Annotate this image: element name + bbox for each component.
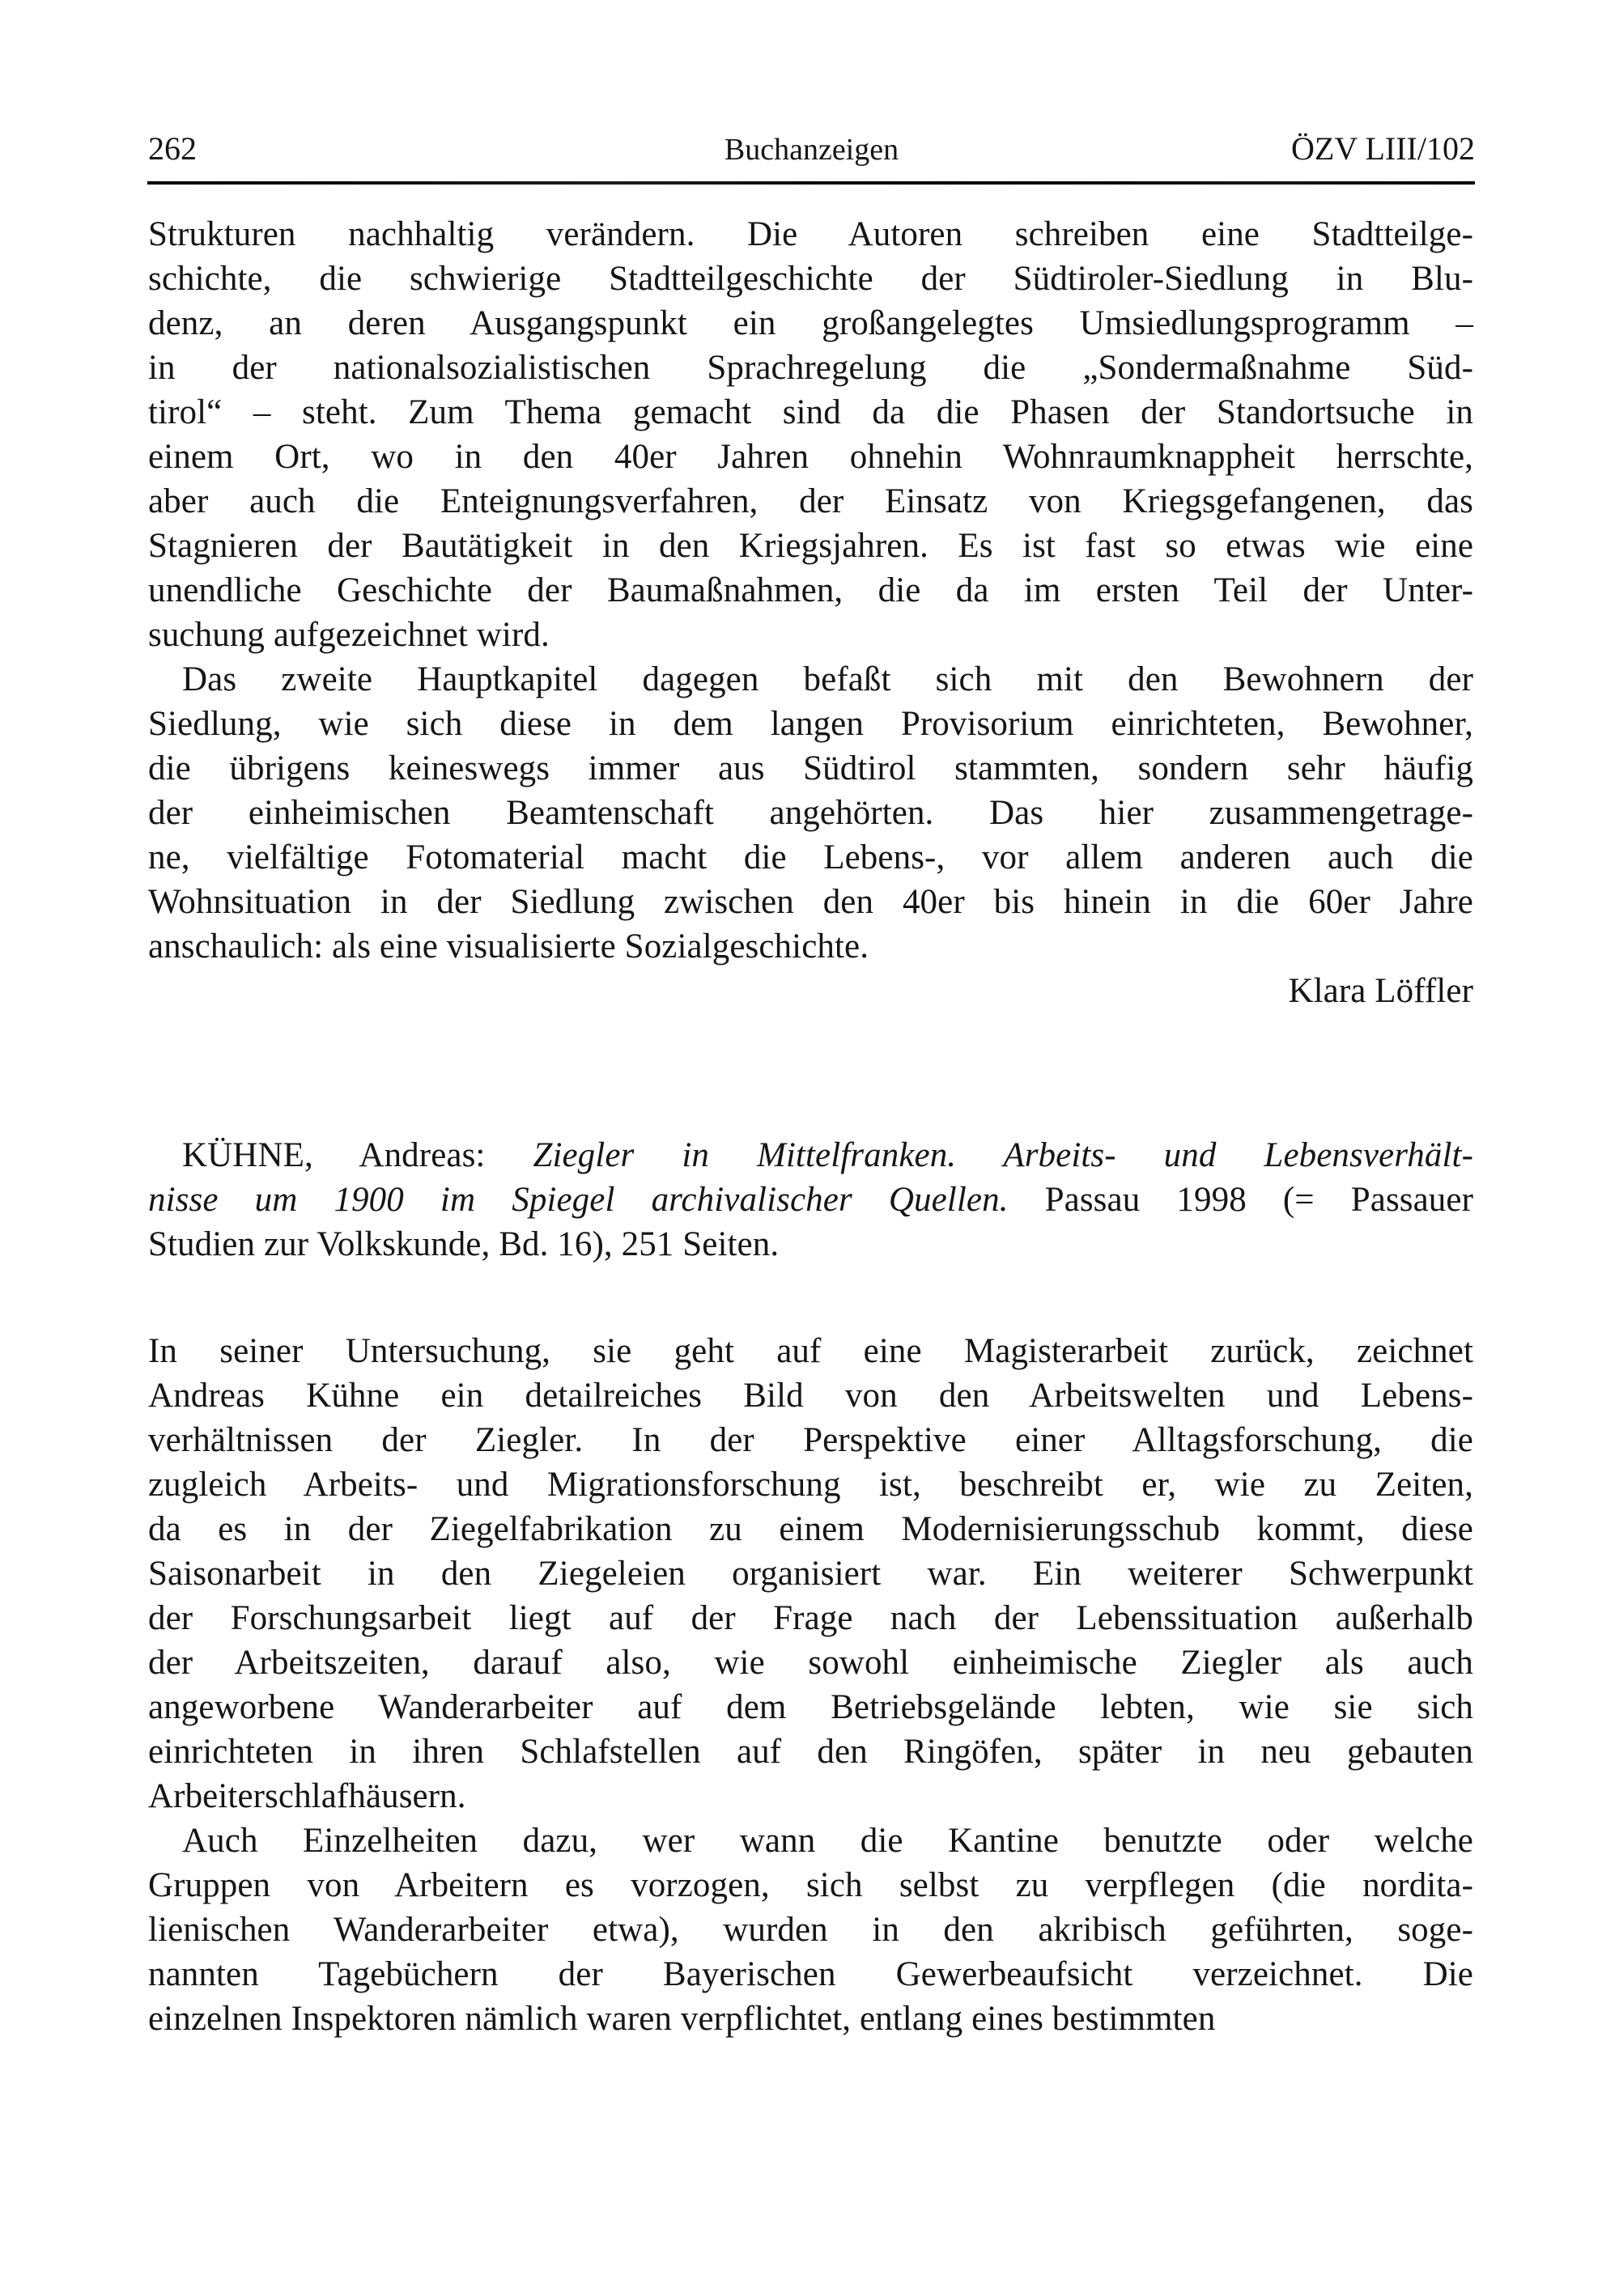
vertical-gap bbox=[148, 1267, 1473, 1329]
text-line: der Arbeitszeiten, darauf also, wie sowohl einheimische Ziegler als auch bbox=[148, 1644, 1473, 1682]
text-line: Arbeiterschlafhäusern. bbox=[148, 1777, 466, 1815]
text-segment: Studien zur Volkskunde, Bd. 16), 251 Seiten. bbox=[148, 1225, 780, 1263]
text-segment: Passau 1998 (= Passauer bbox=[1008, 1181, 1474, 1219]
text-line: aber auch die Enteignungsverfahren, der Einsatz von Kriegsgefangenen, das bbox=[148, 482, 1473, 520]
reviewer-signature: Klara Löffler bbox=[1288, 972, 1473, 1010]
page-number: 262 bbox=[148, 130, 197, 167]
page-body bbox=[148, 212, 1473, 2041]
page-header bbox=[148, 129, 1475, 169]
text-line: schichte, die schwierige Stadtteilgeschichte der Südtiroler-Siedlung in Blu- bbox=[148, 260, 1473, 298]
text-line: der einheimischen Beamtenschaft angehörten. Das hier zusammengetrage- bbox=[148, 794, 1473, 832]
text-line: Auch Einzelheiten dazu, wer wann die Kantine benutzte oder welche bbox=[182, 1822, 1473, 1860]
text-line: unendliche Geschichte der Baumaßnahmen, die da im ersten Teil der Unter- bbox=[148, 571, 1473, 609]
text-line: tirol“ – steht. Zum Thema gemacht sind da die Phasen der Standortsuche in bbox=[148, 393, 1473, 431]
vertical-gap bbox=[148, 1013, 1473, 1133]
paragraph bbox=[148, 657, 1473, 969]
text-line: denz, an deren Ausgangspunkt ein großangelegtes Umsiedlungsprogramm – bbox=[148, 304, 1473, 342]
text-line: anschaulich: als eine visualisierte Sozialgeschichte. bbox=[148, 927, 869, 966]
text-line: Stagnieren der Bautätigkeit in den Kriegsjahren. Es ist fast so etwas wie eine bbox=[148, 527, 1473, 565]
text-line: Gruppen von Arbeitern es vorzogen, sich selbst zu verpflegen (die nordita- bbox=[148, 1866, 1473, 1904]
journal-reference: ÖZV LIII/102 bbox=[1291, 130, 1475, 167]
text-line: ne, vielfältige Fotomaterial macht die Lebens-, vor allem anderen auch die bbox=[148, 838, 1473, 876]
running-title: Buchanzeigen bbox=[724, 133, 899, 167]
text-line: Wohnsituation in der Siedlung zwischen den 40er bis hinein in die 60er Jahre bbox=[148, 883, 1473, 921]
text-line: nannten Tagebüchern der Bayerischen Gewerbeaufsicht verzeichnet. Die bbox=[148, 1955, 1473, 1993]
text-line: In seiner Untersuchung, sie geht auf eine Magisterarbeit zurück, zeichnet bbox=[148, 1332, 1473, 1370]
text-line: Das zweite Hauptkapitel dagegen befaßt sich mit den Bewohnern der bbox=[182, 660, 1473, 698]
paragraph bbox=[148, 212, 1473, 657]
book-title-italic: Ziegler in Mittelfranken. Arbeits- und Lebensverhält- bbox=[533, 1136, 1473, 1174]
text-line: da es in der Ziegelfabrikation zu einem Modernisierungsschub kommt, diese bbox=[148, 1510, 1473, 1548]
header-rule bbox=[147, 181, 1475, 185]
book-title-italic: nisse um 1900 im Spiegel archivalischer Quellen. bbox=[148, 1181, 1009, 1219]
text-line: Saisonarbeit in den Ziegeleien organisiert war. Ein weiterer Schwerpunkt bbox=[148, 1555, 1473, 1593]
text-line: einrichteten in ihren Schlafstellen auf den Ringöfen, später in neu gebauten bbox=[148, 1733, 1473, 1771]
text-line: der Forschungsarbeit liegt auf der Frage nach der Lebenssituation außerhalb bbox=[148, 1599, 1473, 1637]
text-line: zugleich Arbeits- und Migrationsforschung ist, beschreibt er, wie zu Zeiten, bbox=[148, 1466, 1473, 1504]
text-line bbox=[148, 1133, 1473, 1178]
text-line: suchung aufgezeichnet wird. bbox=[148, 616, 550, 654]
paragraph bbox=[148, 1329, 1473, 1819]
text-line: einzelnen Inspektoren nämlich waren verpflichtet, entlang eines bestimmten bbox=[148, 2000, 1216, 2038]
text-line: in der nationalsozialistischen Sprachregelung die „Sondermaßnahme Süd- bbox=[148, 349, 1473, 387]
book-citation bbox=[148, 1133, 1473, 1267]
text-line bbox=[148, 1178, 1473, 1222]
text-line: angeworbene Wanderarbeiter auf dem Betriebsgelände lebten, wie sie sich bbox=[148, 1688, 1473, 1726]
text-line: einem Ort, wo in den 40er Jahren ohnehin Wohnraumknappheit herrschte, bbox=[148, 438, 1473, 476]
text-line: verhältnissen der Ziegler. In der Perspektive einer Alltagsforschung, die bbox=[148, 1421, 1473, 1459]
text-line: die übrigens keineswegs immer aus Südtirol stammten, sondern sehr häufig bbox=[148, 749, 1473, 787]
text-line: Siedlung, wie sich diese in dem langen Provisorium einrichteten, Bewohner, bbox=[148, 705, 1473, 743]
text-segment: KÜHNE, Andreas: bbox=[182, 1136, 533, 1174]
text-line: Strukturen nachhaltig verändern. Die Autoren schreiben eine Stadtteilge- bbox=[148, 215, 1473, 253]
text-line bbox=[148, 1222, 1473, 1267]
text-line: lienischen Wanderarbeiter etwa), wurden in den akribisch geführten, soge- bbox=[148, 1911, 1473, 1949]
text-line: Andreas Kühne ein detailreiches Bild von den Arbeitswelten und Lebens- bbox=[148, 1377, 1473, 1415]
paragraph bbox=[148, 1819, 1473, 2041]
